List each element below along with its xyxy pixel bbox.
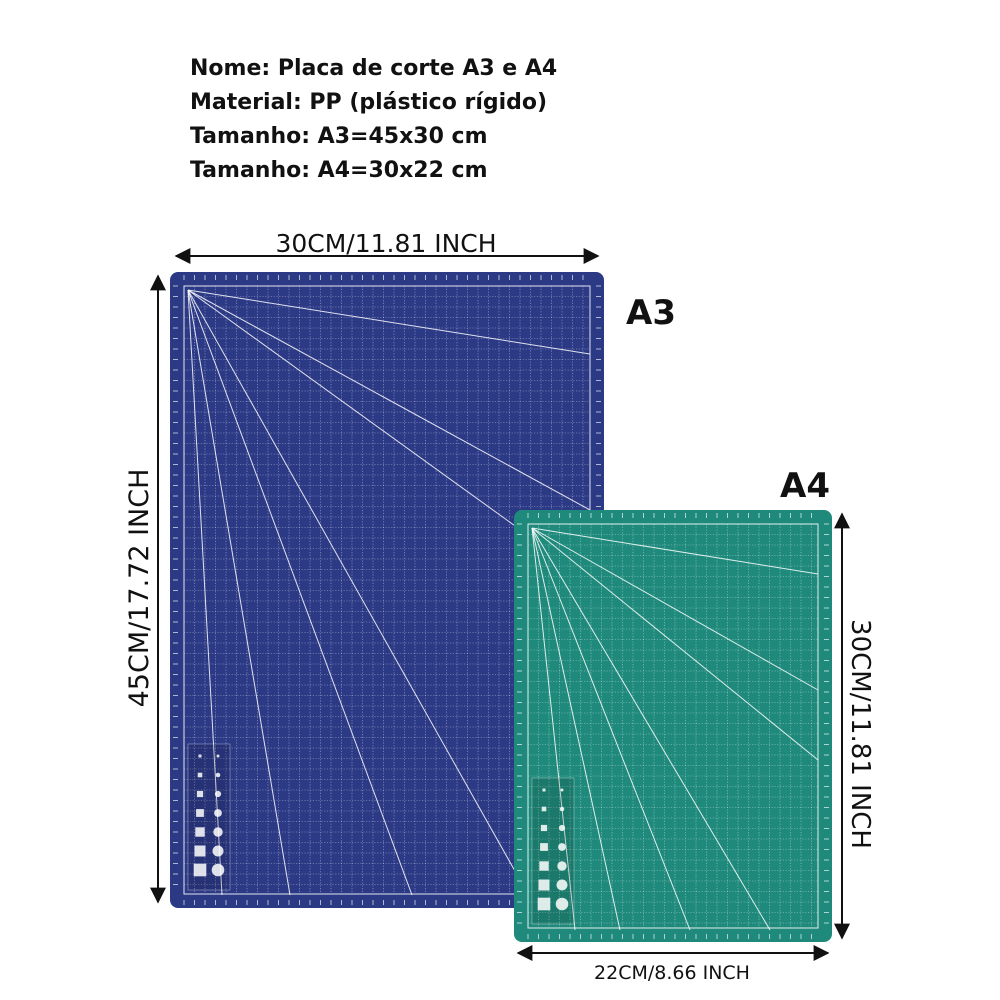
a4-height-dimension: 30CM/11.81 INCH (845, 619, 875, 849)
spec-material: Material: PP (plástico rígido) (190, 90, 548, 115)
spec-size-a3: Tamanho: A3=45x30 cm (190, 124, 488, 149)
a3-label: A3 (626, 293, 676, 333)
a3-width-dimension: 30CM/11.81 INCH (275, 229, 497, 258)
a4-mat (514, 510, 832, 942)
spec-name: Nome: Placa de corte A3 e A4 (190, 56, 558, 81)
a3-shape-templates (188, 744, 230, 890)
a4-width-dimension: 22CM/8.66 INCH (594, 962, 750, 984)
a4-label: A4 (780, 466, 830, 506)
spec-size-a4: Tamanho: A4=30x22 cm (190, 158, 488, 183)
a3-height-dimension: 45CM/17.72 INCH (124, 468, 155, 708)
a4-shape-templates (532, 778, 574, 924)
